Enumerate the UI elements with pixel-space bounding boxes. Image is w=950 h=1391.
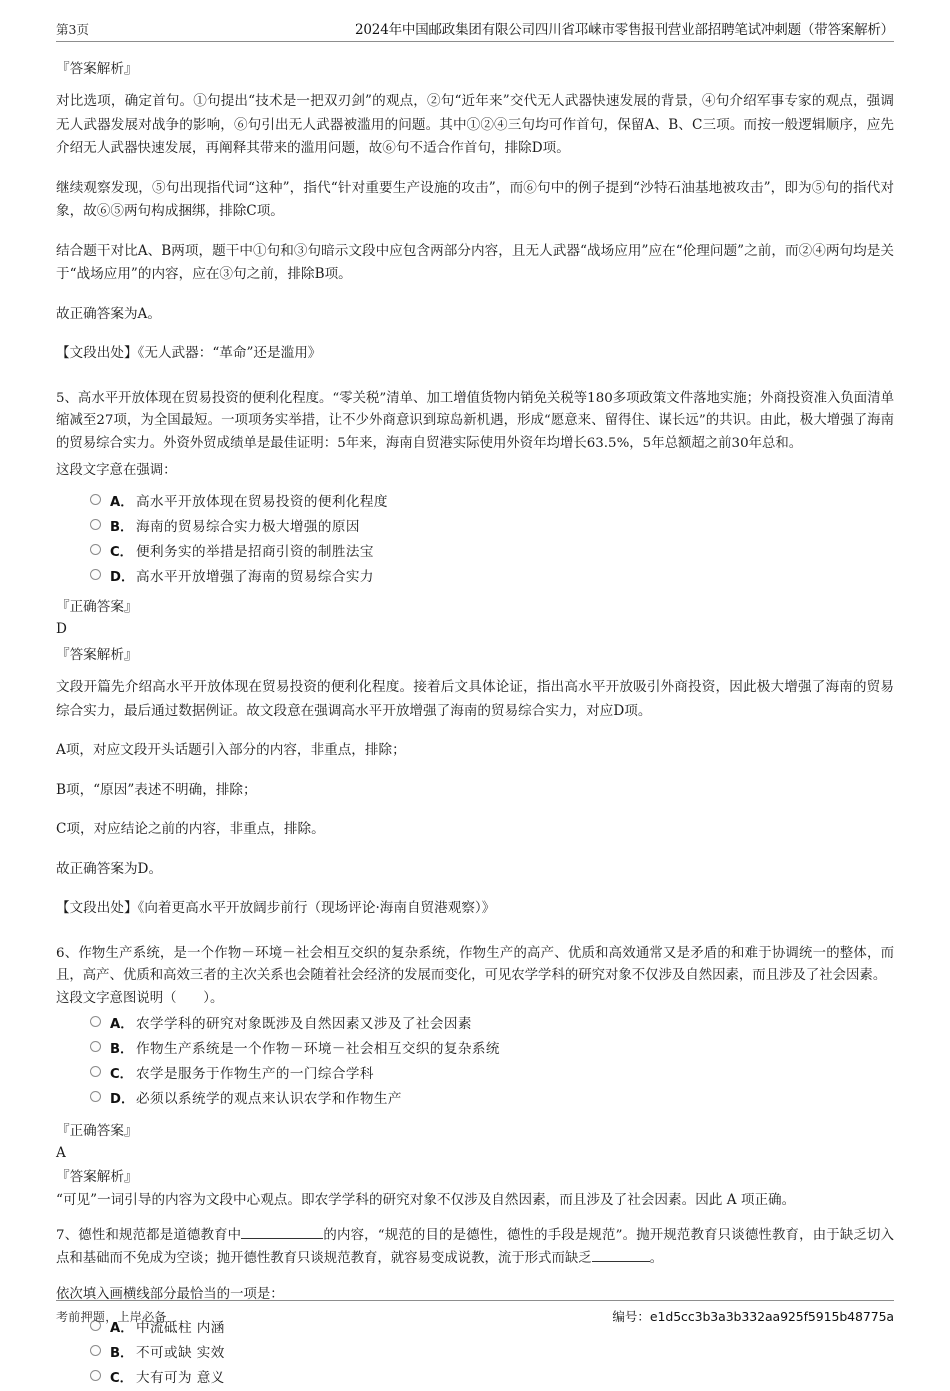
question-7-number: 7、 (56, 1228, 79, 1243)
option-label: 农学学科的研究对象既涉及自然因素又涉及了社会因素 (136, 1015, 472, 1032)
page-content (56, 42, 894, 1391)
serial-code: e1d5cc3b3a3b332aa925f5915b48775a (649, 1309, 894, 1324)
question-6-number: 6、 (56, 945, 79, 961)
option-letter: B． (110, 1346, 134, 1361)
question-7-stem (56, 1225, 894, 1270)
analysis-label: 『答案解析』 (56, 61, 138, 77)
page-number-label: 第3页 (56, 22, 89, 37)
analysis-conclusion: 故正确答案为A。 (56, 305, 161, 322)
page-footer (56, 1300, 894, 1325)
option-letter: C． (110, 1371, 133, 1386)
option-letter: A． (110, 1016, 134, 1032)
option-label: 必须以系统学的观点来认识农学和作物生产 (136, 1090, 402, 1107)
question-7-text-part-1: 德性和规范都是道德教育中 (78, 1228, 242, 1243)
question-6-stem (56, 943, 894, 988)
radio-button-icon[interactable] (90, 569, 101, 580)
option-item[interactable] (56, 1037, 894, 1062)
correct-answer-value: A (56, 1144, 66, 1161)
option-letter: D． (110, 570, 135, 585)
correct-answer-label: 『正确答案』 (56, 1122, 138, 1139)
radio-button-icon[interactable] (90, 519, 101, 530)
radio-button-icon[interactable] (90, 1066, 101, 1077)
option-label: 不可或缺 实效 (136, 1345, 225, 1361)
option-label: 海南的贸易综合实力极大增强的原因 (136, 519, 360, 535)
radio-button-icon[interactable] (90, 494, 101, 505)
analysis-paragraph-1: 文段开篇先介绍高水平开放体现在贸易投资的便利化程度。接着后文具体论证，指出高水平开放吸引外商投资，因此极大增强了海南的贸易综合实力，最后通过数据例证。故文段意在强调高水平开放增强了海南的贸易综合实力，对应D项。 (56, 679, 894, 719)
analysis-label: 『答案解析』 (56, 1168, 138, 1185)
analysis-paragraph-2: 继续观察发现，⑤句出现指代词“这种”，指代“针对重要生产设施的攻击”，而⑥句中的例子提到“沙特石油基地被攻击”，即为⑤句的指代对象，故⑥⑤两句构成捆绑，排除C项。 (56, 179, 894, 219)
option-label: 高水平开放体现在贸易投资的便利化程度 (136, 494, 388, 510)
option-label: 中流砥柱 内涵 (136, 1320, 225, 1336)
option-item[interactable] (56, 540, 894, 565)
question-7-options (56, 1316, 894, 1391)
option-letter: B． (110, 520, 134, 535)
question-4-analysis-block (56, 58, 894, 366)
option-letter: A． (110, 495, 134, 510)
option-letter: C． (110, 1066, 133, 1082)
analysis-source (56, 897, 894, 921)
option-label: 便利务实的举措是招商引资的制胜法宝 (136, 544, 374, 560)
analysis-paragraph-3: 结合题干对比A、B两项，题干中①句和③句暗示文段中应包含两部分内容，且无人武器“战场应用”应在“伦理问题”之前，而②④两句均是关于“战场应用”的内容，应在③句之前，排除B项。 (56, 242, 894, 282)
analysis-paragraph-1: 对比选项，确定首句。①句提出“技术是一把双刃剑”的观点，②句“近年来”交代无人武器快速发展的背景，④句介绍军事专家的观点，强调无人武器发展对战争的影响，⑥句引出无人武器被滥用的问题。其中①②④三句均可作首句，保留A、B、C三项。而按一般逻辑顺序，应先介绍无人武器快速发展，再阐释其带来的滥用问题，故⑥句不适合作首句，排除D项。 (56, 93, 894, 156)
radio-button-icon[interactable] (90, 1041, 101, 1052)
question-5 (56, 388, 894, 921)
option-letter: A． (110, 1321, 134, 1336)
analysis-label: 『答案解析』 (56, 647, 138, 663)
radio-button-icon[interactable] (90, 544, 101, 555)
question-5-stem (56, 388, 894, 456)
radio-button-icon[interactable] (90, 1091, 101, 1102)
option-label: 大有可为 意义 (136, 1370, 225, 1386)
document-title: 2024年中国邮政集团有限公司四川省邛崃市零售报刊营业部招聘笔试冲刺题（带答案解析） (355, 22, 894, 38)
option-item[interactable] (56, 490, 894, 515)
source-label: 【文段出处】 (56, 900, 138, 916)
analysis-paragraph-1: “可见”一词引导的内容为文段中心观点。即农学学科的研究对象不仅涉及自然因素，而且涉及了社会因素。因此 A 项正确。 (56, 1191, 796, 1208)
option-label: 农学是服务于作物生产的一门综合学科 (136, 1065, 374, 1082)
radio-button-icon[interactable] (90, 1345, 101, 1356)
source-text: 《无人武器：“革命”还是滥用》 (137, 345, 322, 361)
option-item[interactable] (56, 1062, 894, 1087)
analysis-paragraph-2: A项，对应文段开头话题引入部分的内容，非重点，排除； (56, 742, 406, 758)
option-letter: D． (110, 1091, 135, 1107)
correct-answer-label: 『正确答案』 (56, 599, 138, 615)
source-text: 《向着更高水平开放阔步前行（现场评论·海南自贸港观察）》 (137, 900, 496, 916)
blank-line-2 (592, 1261, 650, 1262)
option-item[interactable] (56, 1366, 894, 1391)
question-5-options (56, 490, 894, 590)
analysis-paragraph-3: B项，“原因”表述不明确，排除； (56, 781, 257, 798)
option-label: 高水平开放增强了海南的贸易综合实力 (136, 569, 374, 585)
correct-answer-value: D (56, 621, 67, 637)
question-5-text: 高水平开放体现在贸易投资的便利化程度。“零关税”清单、加工增值货物内销免关税等180多项政策文件落地实施；外商投资准入负面清单缩减至27项，为全国最短。一项项务实举措，让不少外商意识到琼岛新机遇，形成“愿意来、留得住、谋长远”的共识。由此，极大增强了海南的贸易综合实力。外资外贸成绩单是最佳证明：5年来，海南自贸港实际使用外资年均增长63.5%，5年总额超之前30年总和。 (56, 390, 894, 451)
analysis-source (56, 342, 894, 366)
option-item[interactable] (56, 565, 894, 590)
source-label: 【文段出处】 (56, 345, 138, 361)
question-7-text-part-2: 的内容，“规范的目的是德性，德性的手段是规范”。抛开规范教育只谈德性教育，由于缺乏切入点和基础而不免成为空谈；抛开德性教育只谈规范教育，就容易变成说教，流于形式而缺乏 (56, 1228, 894, 1266)
question-6-text: 作物生产系统，是一个作物－环境－社会相互交织的复杂系统，作物生产的高产、优质和高效通常又是矛盾的和难于协调统一的整体，而且，高产、优质和高效三者的主次关系也会随着社会经济的发展而变化，可见农学学科的研究对象不仅涉及自然因素，而且涉及了社会因素。 (56, 945, 894, 983)
question-5-number: 5、 (56, 390, 78, 406)
option-label: 作物生产系统是一个作物－环境－社会相互交织的复杂系统 (136, 1040, 500, 1057)
question-6-options (56, 1012, 894, 1112)
analysis-conclusion: 故正确答案为D。 (56, 860, 163, 877)
analysis-paragraph-4: C项，对应结论之前的内容，非重点，排除。 (56, 821, 325, 837)
option-item[interactable] (56, 1087, 894, 1112)
question-7-text-part-3: 。 (649, 1250, 664, 1266)
radio-button-icon[interactable] (90, 1370, 101, 1381)
question-5-prompt: 这段文字意在强调： (56, 463, 177, 478)
option-letter: B． (110, 1041, 134, 1057)
radio-button-icon[interactable] (90, 1016, 101, 1027)
question-6 (56, 943, 894, 1213)
option-letter: C． (110, 545, 133, 560)
serial-label: 编号： (612, 1309, 650, 1324)
option-item[interactable] (56, 1012, 894, 1037)
blank-line-1 (241, 1238, 323, 1239)
page-header (56, 0, 894, 42)
question-7-prompt: 依次填入画横线部分最恰当的一项是： (56, 1287, 284, 1302)
footer-slogan: 考前押题，上岸必备 (56, 1310, 167, 1324)
footer-serial (612, 1307, 894, 1325)
option-item[interactable] (56, 515, 894, 540)
question-6-prompt: 这段文字意图说明（ ）。 (56, 990, 224, 1006)
